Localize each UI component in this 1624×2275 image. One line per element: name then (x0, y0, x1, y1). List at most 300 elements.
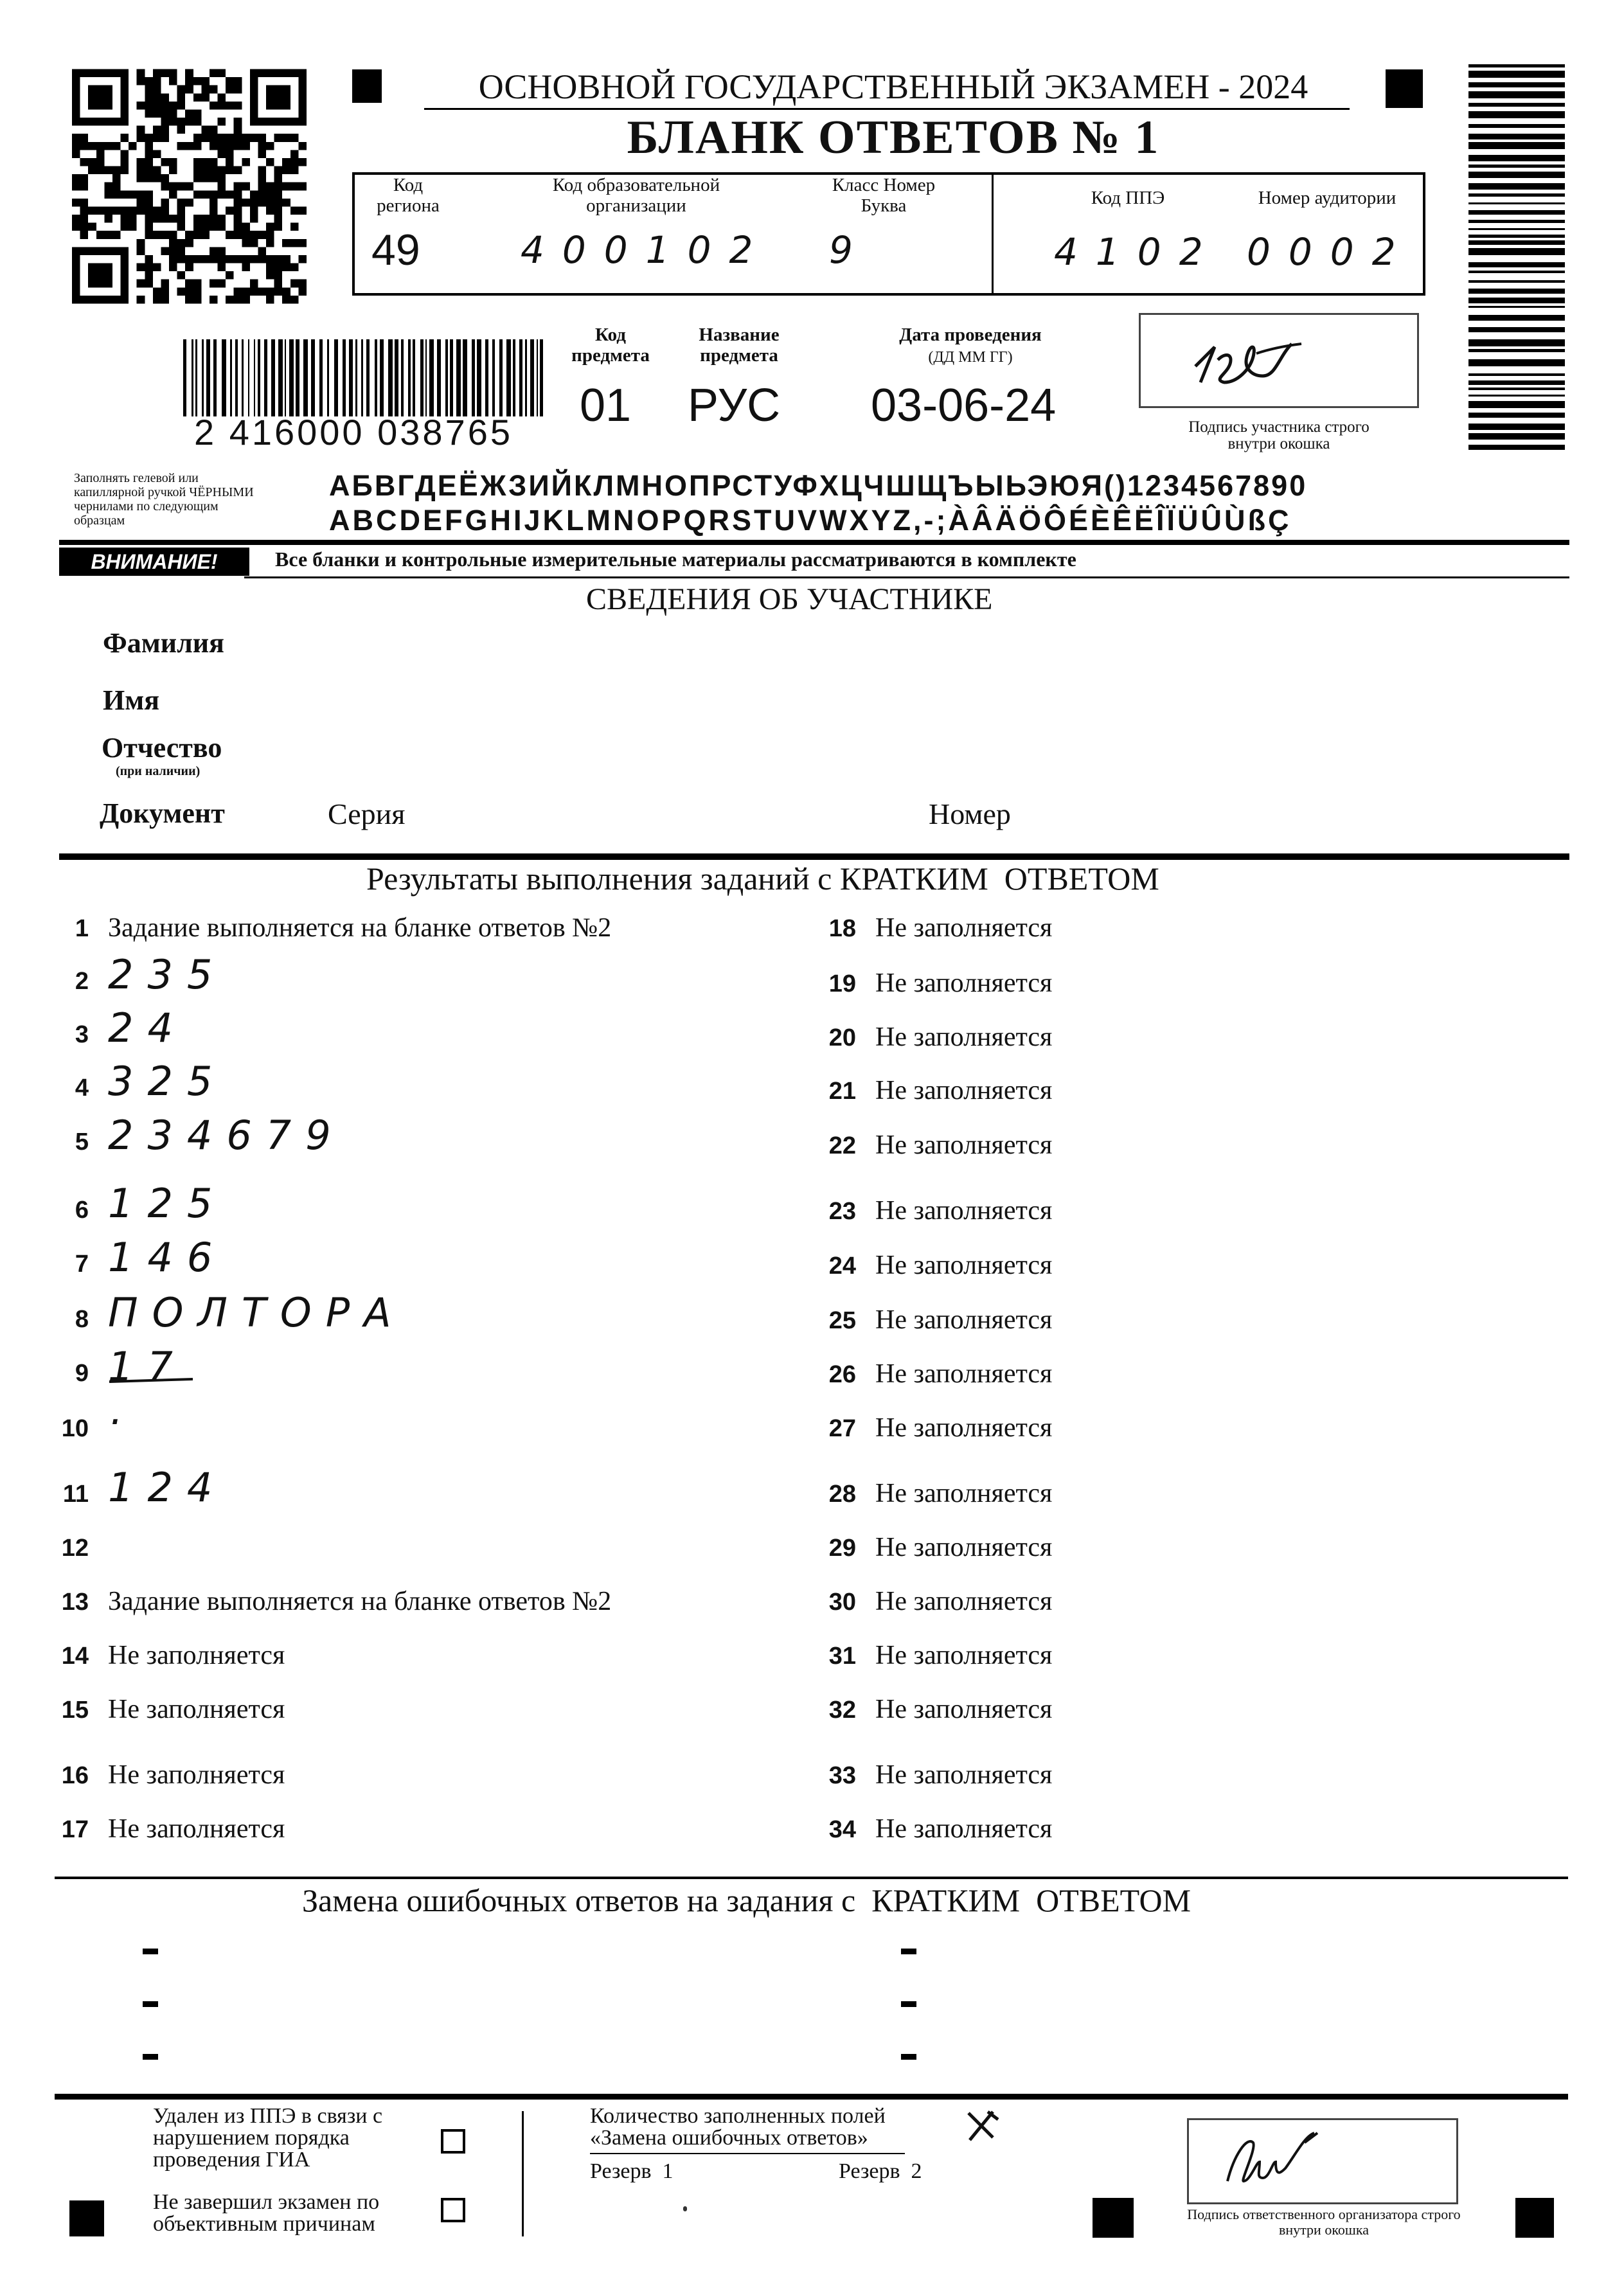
qr-module (80, 142, 89, 150)
qr-module (169, 190, 177, 199)
qr-module (282, 287, 290, 296)
replacement-slot-dash[interactable] (143, 2054, 158, 2060)
qr-module (250, 287, 258, 296)
participant-section-title: СВЕДЕНИЯ ОБ УЧАСТНИКЕ (586, 582, 993, 616)
barcode-bar (254, 339, 255, 416)
qr-module (121, 206, 129, 215)
barcode-bar (213, 339, 217, 416)
qr-module (177, 126, 186, 134)
question-status-text: Не заполняется (875, 1587, 1053, 1616)
patronymic-note: (при наличии) (116, 764, 201, 778)
barcode-bar (388, 339, 393, 416)
qr-module (72, 215, 80, 223)
ppe-value: 4102 (1054, 230, 1221, 274)
qr-module (201, 190, 210, 199)
qr-module (258, 150, 266, 158)
barcode-bar (1468, 271, 1565, 273)
question-status-text: Не заполняется (875, 1359, 1053, 1389)
region-value: 49 (371, 226, 420, 274)
qr-module (266, 239, 274, 247)
replacement-slot-dash[interactable] (143, 2001, 158, 2007)
qr-module (226, 166, 234, 175)
qr-module (234, 223, 242, 231)
qr-module (234, 142, 242, 150)
qr-module (210, 166, 218, 175)
replacement-slot-dash[interactable] (901, 1949, 916, 1954)
question-number: 3 (75, 1021, 89, 1048)
qr-module (258, 287, 266, 296)
question-number: 23 (828, 1198, 856, 1225)
qr-module (145, 166, 153, 175)
qr-module (177, 223, 186, 231)
qr-module (145, 174, 153, 183)
barcode-bar (1468, 240, 1565, 245)
qr-module (210, 215, 218, 223)
question-number: 2 (75, 968, 89, 995)
title-underline (424, 108, 1350, 110)
series-label: Серия (328, 798, 406, 830)
qr-module (137, 158, 145, 166)
qr-module (201, 158, 210, 166)
question-number: 15 (61, 1697, 89, 1724)
qr-module (145, 77, 153, 85)
qr-module (234, 231, 242, 239)
corner-marker (1515, 2198, 1554, 2238)
barcode-bar (334, 339, 338, 416)
qr-module (274, 199, 283, 207)
qr-module (145, 215, 153, 223)
barcode-bar (456, 339, 461, 416)
barcode-bar (1468, 124, 1565, 128)
qr-module (226, 158, 234, 166)
qr-module (250, 206, 258, 215)
room-value: 0002 (1247, 230, 1414, 274)
barcode-bar (530, 339, 534, 416)
handwritten-answer[interactable]: 24 (108, 1004, 187, 1051)
qr-module (137, 199, 145, 207)
barcode-bar (1468, 298, 1565, 303)
results-title: Результаты выполнения заданий с КРАТКИМ ОТВЕТОМ (366, 861, 1159, 897)
qr-module (226, 77, 234, 85)
qr-module (137, 190, 145, 199)
barcode-bar (355, 339, 357, 416)
qr-module (153, 150, 161, 158)
patronymic-label: Отчество (102, 732, 222, 763)
results-bottom-line (55, 1877, 1568, 1879)
barcode-bar (1468, 220, 1565, 223)
question-status-text: Не заполняется (108, 1641, 285, 1670)
qr-module (177, 215, 186, 223)
qr-module (226, 142, 234, 150)
qr-module (112, 183, 121, 191)
qr-module (210, 206, 218, 215)
qr-module (88, 158, 96, 166)
question-status-text: Не заполняется (875, 1479, 1053, 1508)
qr-module (210, 142, 218, 150)
code-frame-left (352, 172, 355, 296)
qr-module (298, 142, 307, 150)
number-label: Номер (929, 798, 1011, 830)
question-number: 24 (828, 1253, 856, 1280)
question-number: 18 (828, 915, 856, 942)
not-finished-checkbox[interactable] (441, 2198, 465, 2222)
qr-module (234, 199, 242, 207)
qr-module (242, 158, 250, 166)
qr-module (169, 166, 177, 175)
question-number: 27 (828, 1415, 856, 1442)
question-number: 4 (75, 1075, 89, 1102)
qr-module (266, 158, 274, 166)
barcode-bar (1468, 183, 1565, 190)
qr-module (250, 134, 258, 142)
qr-module (177, 206, 186, 215)
question-number: 21 (828, 1078, 856, 1105)
qr-module (266, 296, 274, 304)
footer-divider (522, 2111, 524, 2236)
qr-module (161, 174, 169, 183)
qr-module (88, 142, 96, 150)
barcode-bar (1468, 349, 1565, 352)
barcode-bar (450, 339, 453, 416)
qr-module (290, 239, 299, 247)
barcode-bar (1468, 359, 1565, 366)
qr-module (210, 85, 218, 94)
barcode-bar (463, 339, 467, 416)
qr-module (169, 109, 177, 118)
qr-module (274, 174, 283, 183)
qr-module (201, 223, 210, 231)
section-divider (59, 853, 1569, 860)
qr-module (185, 296, 193, 304)
replacement-slot-dash[interactable] (901, 2054, 916, 2060)
qr-module (274, 280, 283, 288)
handwritten-answer[interactable]: · (108, 1398, 135, 1445)
qr-module (177, 247, 186, 255)
qr-module (129, 190, 137, 199)
reserve-dot (683, 2206, 687, 2211)
qr-module (177, 239, 186, 247)
barcode-bar (192, 339, 193, 416)
qr-module (210, 69, 218, 78)
qr-module (242, 223, 250, 231)
handwritten-answer[interactable]: 325 (108, 1058, 227, 1105)
barcode-bar (1468, 388, 1565, 390)
qr-module (242, 296, 250, 304)
question-number: 11 (62, 1481, 89, 1508)
qr-module (234, 183, 242, 191)
subject-code-value: 01 (580, 380, 632, 431)
qr-module (201, 134, 210, 142)
barcode-bar (413, 339, 415, 416)
qr-module (218, 280, 226, 288)
qr-module (290, 134, 299, 142)
qr-module (266, 183, 274, 191)
qr-module (121, 223, 129, 231)
qr-module (290, 150, 299, 158)
room-label: Номер аудитории (1258, 188, 1396, 208)
qr-module (169, 158, 177, 166)
qr-module (153, 206, 161, 215)
qr-module (104, 215, 112, 223)
barcode-bar (537, 339, 538, 416)
qr-module (218, 223, 226, 231)
qr-module (137, 296, 145, 304)
date-label: Дата проведения (899, 325, 1042, 345)
date-value: 03-06-24 (871, 380, 1057, 431)
qr-module (161, 215, 169, 223)
removed-text: Удален из ППЭ в связи с нарушением порядка проведения ГИА (153, 2104, 383, 2172)
qr-module (226, 296, 234, 304)
qr-module (210, 223, 218, 231)
qr-module (242, 142, 250, 150)
qr-module (250, 215, 258, 223)
qr-module (290, 280, 299, 288)
barcode-bar (296, 339, 299, 416)
question-status-text: Не заполняется (875, 1814, 1053, 1844)
qr-module (193, 118, 202, 126)
qr-module (145, 271, 153, 280)
barcode-bar (395, 339, 398, 416)
replacement-slot-dash[interactable] (143, 1949, 158, 1954)
qr-module (193, 223, 202, 231)
barcode-bar (375, 339, 377, 416)
qr-module (218, 247, 226, 255)
surname-label: Фамилия (103, 627, 224, 659)
barcode-bar (278, 339, 283, 416)
qr-module (153, 231, 161, 239)
qr-module (201, 174, 210, 183)
qr-module (185, 77, 193, 85)
qr-module (169, 69, 177, 78)
qr-module (193, 109, 202, 118)
handwritten-answer[interactable]: 17 (108, 1343, 187, 1390)
qr-module (161, 109, 169, 118)
qr-module (80, 158, 89, 166)
qr-module (210, 296, 218, 304)
organizer-signature-caption: Подпись ответственного организатора строго внутри окошка (1187, 2206, 1461, 2238)
qr-module (210, 190, 218, 199)
barcode-bar (1468, 71, 1565, 78)
qr-module (193, 158, 202, 166)
removed-checkbox[interactable] (441, 2129, 465, 2154)
qr-module (145, 206, 153, 215)
qr-module (121, 158, 129, 166)
qr-module (234, 102, 242, 110)
qr-module (266, 231, 274, 239)
barcode-bar (1468, 280, 1565, 283)
qr-module (177, 255, 186, 263)
exam-title: ОСНОВНОЙ ГОСУДАРСТВЕННЫЙ ЭКЗАМЕН - 2024 (478, 67, 1308, 106)
question-number: 7 (75, 1251, 89, 1278)
participant-signature (1141, 315, 1417, 405)
corner-marker (69, 2200, 104, 2236)
question-status-text: Не заполняется (875, 1196, 1053, 1226)
barcode-bar (1468, 306, 1565, 308)
qr-module (129, 223, 137, 231)
question-number: 25 (828, 1307, 856, 1334)
question-status-text: Не заполняется (875, 1533, 1053, 1562)
qr-module (201, 93, 210, 102)
handwritten-answer[interactable]: 125 (108, 1180, 227, 1227)
code-frame-bottom (352, 293, 1425, 296)
qr-module (185, 255, 193, 263)
handwritten-answer[interactable]: ПОЛТОРА (108, 1289, 406, 1336)
qr-module (185, 231, 193, 239)
qr-module (298, 287, 307, 296)
count-mark (961, 2107, 1006, 2145)
qr-module (145, 199, 153, 207)
qr-module (258, 255, 266, 263)
barcode-bar (235, 339, 238, 416)
barcode-bar (1468, 315, 1565, 321)
qr-module (161, 296, 169, 304)
barcode-bar (425, 339, 427, 416)
qr-module (193, 142, 202, 150)
barcode-bar (206, 339, 210, 416)
barcode-bar (195, 339, 197, 416)
question-status-text: Не заполняется (875, 968, 1053, 998)
qr-module (218, 150, 226, 158)
qr-module (234, 85, 242, 94)
qr-module (161, 199, 169, 207)
qr-module (218, 215, 226, 223)
question-number: 17 (61, 1816, 89, 1843)
qr-module (193, 215, 202, 223)
barcode-bar (1468, 172, 1565, 178)
side-barcode (1468, 64, 1565, 450)
replacement-slot-dash[interactable] (901, 2001, 916, 2007)
organizer-signature-box[interactable] (1187, 2118, 1458, 2204)
qr-module (169, 231, 177, 239)
qr-module (121, 166, 129, 175)
qr-module (274, 255, 283, 263)
qr-module (104, 166, 112, 175)
barcode-bar (1468, 155, 1565, 161)
question-number: 10 (61, 1415, 89, 1442)
barcode-bar (1468, 165, 1565, 168)
question-status-text: Не заполняется (875, 1760, 1053, 1790)
barcode-bar (1468, 111, 1565, 118)
barcode-bar (513, 339, 515, 416)
question-number: 14 (61, 1643, 89, 1670)
qr-module (266, 223, 274, 231)
qr-module (226, 85, 234, 94)
handwritten-answer[interactable]: 234679 (108, 1112, 345, 1159)
qr-module (210, 174, 218, 183)
qr-module (218, 190, 226, 199)
qr-module (137, 206, 145, 215)
qr-module (169, 239, 177, 247)
qr-module (121, 150, 129, 158)
barcode-bar (485, 339, 488, 416)
handwritten-answer[interactable]: 124 (108, 1464, 227, 1511)
date-format: (ДД ММ ГГ) (928, 349, 1013, 366)
barcode-bar (477, 339, 481, 416)
qr-module (242, 287, 250, 296)
barcode-bar (1468, 228, 1565, 230)
question-number: 9 (75, 1360, 89, 1387)
participant-signature-box[interactable] (1139, 313, 1419, 408)
qr-module (274, 206, 283, 215)
barcode-bar (1468, 445, 1565, 450)
handwritten-answer[interactable]: 235 (108, 951, 227, 998)
qr-module (153, 166, 161, 175)
handwritten-answer[interactable]: 146 (108, 1234, 227, 1281)
qr-module (218, 255, 226, 263)
qr-module (258, 247, 266, 255)
qr-module (161, 231, 169, 239)
qr-module (88, 223, 96, 231)
qr-module (298, 158, 307, 166)
qr-module (80, 223, 89, 231)
qr-module (250, 255, 258, 263)
qr-module (218, 166, 226, 175)
qr-module (177, 287, 186, 296)
barcode-bar (222, 339, 226, 416)
qr-module (226, 231, 234, 239)
qr-module (298, 280, 307, 288)
question-number: 29 (828, 1535, 856, 1562)
qr-module (169, 118, 177, 126)
qr-module (185, 69, 193, 78)
qr-module (274, 183, 283, 191)
qr-module (201, 126, 210, 134)
ppe-label: Код ППЭ (1091, 188, 1165, 208)
qr-module (201, 166, 210, 175)
qr-module (250, 199, 258, 207)
question-number: 31 (828, 1643, 856, 1670)
corner-marker (352, 69, 382, 103)
qr-module (298, 206, 307, 215)
barcode-bar (1468, 103, 1565, 107)
qr-module (266, 287, 274, 296)
qr-module (258, 231, 266, 239)
qr-module (153, 215, 161, 223)
qr-module (137, 174, 145, 183)
qr-module (226, 134, 234, 142)
qr-module (258, 142, 266, 150)
qr-module (153, 109, 161, 118)
qr-module (282, 239, 290, 247)
question-status-text: Не заполняется (108, 1695, 285, 1724)
qr-module (80, 199, 89, 207)
qr-module (112, 142, 121, 150)
qr-module (250, 280, 258, 288)
barcode-bar (1468, 91, 1565, 98)
qr-module (274, 287, 283, 296)
qr-module (161, 287, 169, 296)
qr-module (112, 166, 121, 175)
qr-module (161, 93, 169, 102)
barcode-bar (1468, 193, 1565, 197)
qr-module (137, 280, 145, 288)
qr-module (169, 247, 177, 255)
qr-module (137, 69, 145, 78)
barcode-bar (472, 339, 475, 416)
qr-module (266, 263, 274, 272)
qr-module (201, 255, 210, 263)
barcode-bar (264, 339, 267, 416)
question-status-text: Не заполняется (108, 1760, 285, 1790)
qr-module (274, 223, 283, 231)
qr-module (226, 102, 234, 110)
qr-module (145, 255, 153, 263)
qr-module (266, 190, 274, 199)
qr-module (169, 255, 177, 263)
qr-module (193, 77, 202, 85)
qr-module (177, 85, 186, 94)
qr-module (274, 263, 283, 272)
